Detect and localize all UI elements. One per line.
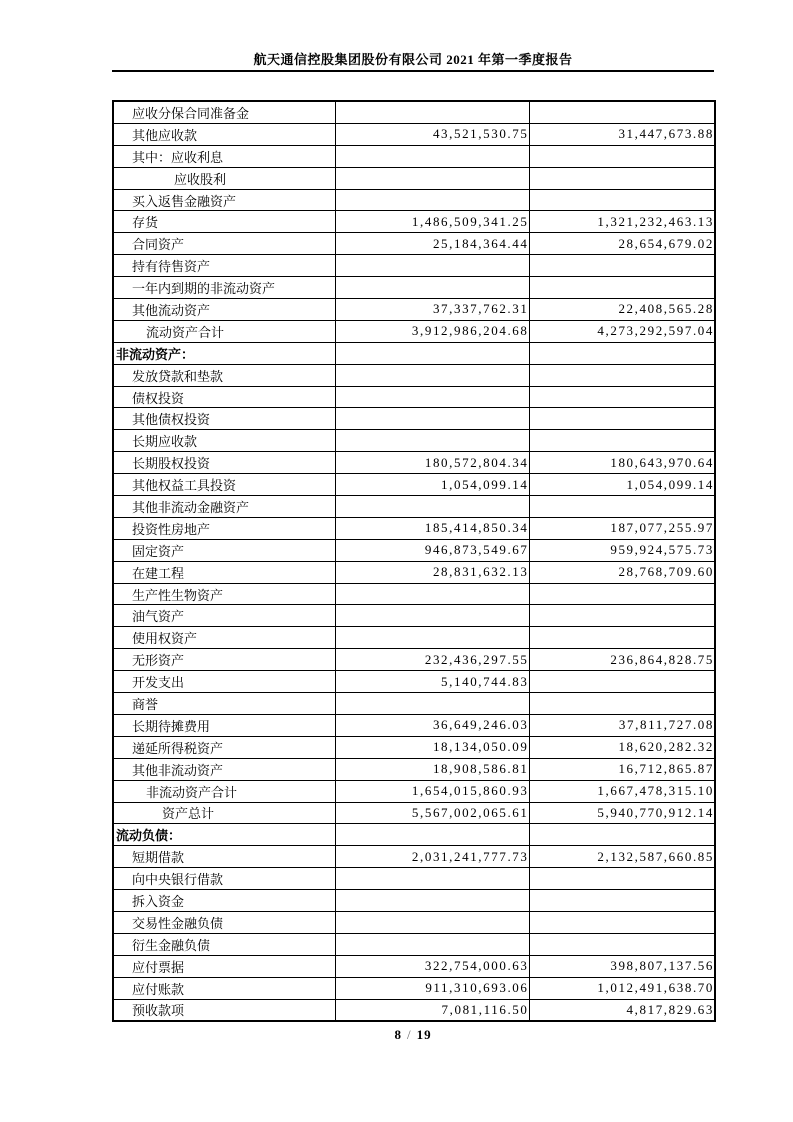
row-label: 固定资产 bbox=[113, 539, 335, 561]
table-row bbox=[113, 583, 715, 605]
row-value-1: 322,754,000.63 bbox=[335, 955, 529, 977]
table-row bbox=[113, 255, 715, 277]
row-value-1: 1,654,015,860.93 bbox=[335, 780, 529, 802]
row-value-2 bbox=[529, 430, 715, 452]
table-row bbox=[113, 911, 715, 933]
row-value-2: 1,667,478,315.10 bbox=[529, 780, 715, 802]
row-value-1 bbox=[335, 890, 529, 912]
table-row bbox=[113, 671, 715, 693]
row-value-2: 22,408,565.28 bbox=[529, 299, 715, 321]
row-label: 非流动资产合计 bbox=[113, 780, 335, 802]
row-value-2 bbox=[529, 255, 715, 277]
table-row bbox=[113, 189, 715, 211]
balance-sheet-table bbox=[112, 100, 716, 1022]
row-value-2: 1,012,491,638.70 bbox=[529, 977, 715, 999]
row-value-2 bbox=[529, 364, 715, 386]
row-value-1: 5,140,744.83 bbox=[335, 671, 529, 693]
table-row bbox=[113, 846, 715, 868]
row-value-1 bbox=[335, 145, 529, 167]
table-row bbox=[113, 211, 715, 233]
row-value-2: 28,654,679.02 bbox=[529, 233, 715, 255]
row-value-2 bbox=[529, 824, 715, 846]
row-label: 持有待售资产 bbox=[113, 255, 335, 277]
table-row bbox=[113, 780, 715, 802]
row-label: 商誉 bbox=[113, 693, 335, 715]
row-value-1 bbox=[335, 364, 529, 386]
row-label: 拆入资金 bbox=[113, 890, 335, 912]
report-header-title: 航天通信控股集团股份有限公司 2021 年第一季度报告 bbox=[253, 52, 573, 67]
row-label: 在建工程 bbox=[113, 561, 335, 583]
row-value-1: 25,184,364.44 bbox=[335, 233, 529, 255]
table-row bbox=[113, 233, 715, 255]
table-row bbox=[113, 693, 715, 715]
table-row bbox=[113, 736, 715, 758]
row-value-1 bbox=[335, 255, 529, 277]
row-label: 应付账款 bbox=[113, 977, 335, 999]
row-value-1: 3,912,986,204.68 bbox=[335, 320, 529, 342]
row-value-1 bbox=[335, 911, 529, 933]
table-row bbox=[113, 802, 715, 824]
row-value-1: 36,649,246.03 bbox=[335, 714, 529, 736]
row-label: 存货 bbox=[113, 211, 335, 233]
row-value-2 bbox=[529, 101, 715, 123]
row-value-1: 28,831,632.13 bbox=[335, 561, 529, 583]
row-label: 其他债权投资 bbox=[113, 408, 335, 430]
row-label: 衍生金融负债 bbox=[113, 933, 335, 955]
row-label: 流动资产合计 bbox=[113, 320, 335, 342]
table-row bbox=[113, 517, 715, 539]
header-rule bbox=[112, 70, 714, 72]
row-value-1: 43,521,530.75 bbox=[335, 123, 529, 145]
row-value-2: 236,864,828.75 bbox=[529, 649, 715, 671]
table-row bbox=[113, 824, 715, 846]
row-label: 使用权资产 bbox=[113, 627, 335, 649]
row-label: 预收款项 bbox=[113, 999, 335, 1021]
row-value-2 bbox=[529, 868, 715, 890]
row-value-2 bbox=[529, 911, 715, 933]
row-value-2: 1,321,232,463.13 bbox=[529, 211, 715, 233]
row-value-2 bbox=[529, 627, 715, 649]
row-value-1 bbox=[335, 189, 529, 211]
row-value-2: 37,811,727.08 bbox=[529, 714, 715, 736]
table-row bbox=[113, 145, 715, 167]
row-value-2 bbox=[529, 671, 715, 693]
table-row bbox=[113, 277, 715, 299]
row-value-2 bbox=[529, 342, 715, 364]
row-value-2 bbox=[529, 408, 715, 430]
row-label: 其他流动资产 bbox=[113, 299, 335, 321]
row-value-1 bbox=[335, 386, 529, 408]
row-value-1 bbox=[335, 342, 529, 364]
table-row bbox=[113, 627, 715, 649]
row-value-1: 1,486,509,341.25 bbox=[335, 211, 529, 233]
table-row bbox=[113, 933, 715, 955]
current-page-number: 8 bbox=[394, 1027, 402, 1042]
row-value-1: 1,054,099.14 bbox=[335, 474, 529, 496]
table-row bbox=[113, 342, 715, 364]
table-row bbox=[113, 649, 715, 671]
row-label: 生产性生物资产 bbox=[113, 583, 335, 605]
row-label: 其中：应收利息 bbox=[113, 145, 335, 167]
row-value-1: 185,414,850.34 bbox=[335, 517, 529, 539]
total-page-count: 19 bbox=[416, 1027, 432, 1042]
row-value-2 bbox=[529, 605, 715, 627]
table-row bbox=[113, 890, 715, 912]
row-value-1 bbox=[335, 868, 529, 890]
row-value-2: 959,924,575.73 bbox=[529, 539, 715, 561]
row-value-1 bbox=[335, 101, 529, 123]
row-label: 无形资产 bbox=[113, 649, 335, 671]
row-value-2: 4,817,829.63 bbox=[529, 999, 715, 1021]
table-row bbox=[113, 977, 715, 999]
row-value-1 bbox=[335, 605, 529, 627]
row-value-2 bbox=[529, 583, 715, 605]
row-value-1 bbox=[335, 583, 529, 605]
table-row bbox=[113, 539, 715, 561]
row-value-2 bbox=[529, 933, 715, 955]
table-row bbox=[113, 101, 715, 123]
table-row bbox=[113, 758, 715, 780]
row-value-2: 398,807,137.56 bbox=[529, 955, 715, 977]
row-value-2 bbox=[529, 145, 715, 167]
row-label: 长期应收款 bbox=[113, 430, 335, 452]
table-row bbox=[113, 714, 715, 736]
row-value-1 bbox=[335, 933, 529, 955]
row-label: 债权投资 bbox=[113, 386, 335, 408]
row-value-1: 911,310,693.06 bbox=[335, 977, 529, 999]
row-label: 其他应收款 bbox=[113, 123, 335, 145]
row-value-1 bbox=[335, 824, 529, 846]
row-value-2: 16,712,865.87 bbox=[529, 758, 715, 780]
row-label: 发放贷款和垫款 bbox=[113, 364, 335, 386]
row-value-2: 187,077,255.97 bbox=[529, 517, 715, 539]
row-value-2 bbox=[529, 386, 715, 408]
row-value-2: 1,054,099.14 bbox=[529, 474, 715, 496]
row-label: 其他权益工具投资 bbox=[113, 474, 335, 496]
row-label: 开发支出 bbox=[113, 671, 335, 693]
table-row bbox=[113, 955, 715, 977]
row-value-2 bbox=[529, 496, 715, 518]
row-value-2 bbox=[529, 277, 715, 299]
row-label: 非流动资产： bbox=[113, 342, 335, 364]
row-value-1: 5,567,002,065.61 bbox=[335, 802, 529, 824]
row-label: 合同资产 bbox=[113, 233, 335, 255]
row-label: 应付票据 bbox=[113, 955, 335, 977]
row-value-1: 180,572,804.34 bbox=[335, 452, 529, 474]
row-value-1: 7,081,116.50 bbox=[335, 999, 529, 1021]
row-value-1 bbox=[335, 430, 529, 452]
row-label: 买入返售金融资产 bbox=[113, 189, 335, 211]
row-value-2: 2,132,587,660.85 bbox=[529, 846, 715, 868]
row-value-1: 37,337,762.31 bbox=[335, 299, 529, 321]
row-value-2 bbox=[529, 693, 715, 715]
table-row bbox=[113, 167, 715, 189]
row-value-1 bbox=[335, 627, 529, 649]
table-row bbox=[113, 408, 715, 430]
row-value-2: 180,643,970.64 bbox=[529, 452, 715, 474]
row-label: 递延所得税资产 bbox=[113, 736, 335, 758]
page-footer bbox=[112, 1027, 714, 1043]
row-label: 投资性房地产 bbox=[113, 517, 335, 539]
table-row bbox=[113, 999, 715, 1021]
row-value-1 bbox=[335, 167, 529, 189]
row-value-2 bbox=[529, 167, 715, 189]
table-row bbox=[113, 320, 715, 342]
table-row bbox=[113, 299, 715, 321]
table-row bbox=[113, 452, 715, 474]
row-value-2: 5,940,770,912.14 bbox=[529, 802, 715, 824]
row-label: 长期待摊费用 bbox=[113, 714, 335, 736]
table-row bbox=[113, 430, 715, 452]
row-value-1: 946,873,549.67 bbox=[335, 539, 529, 561]
table-row bbox=[113, 386, 715, 408]
table-row bbox=[113, 364, 715, 386]
row-value-1: 232,436,297.55 bbox=[335, 649, 529, 671]
table-row bbox=[113, 474, 715, 496]
row-value-1 bbox=[335, 277, 529, 299]
row-value-1 bbox=[335, 408, 529, 430]
row-value-2: 18,620,282.32 bbox=[529, 736, 715, 758]
row-value-2 bbox=[529, 890, 715, 912]
row-value-1: 18,908,586.81 bbox=[335, 758, 529, 780]
row-value-1 bbox=[335, 693, 529, 715]
row-value-1 bbox=[335, 496, 529, 518]
row-label: 油气资产 bbox=[113, 605, 335, 627]
balance-sheet-body bbox=[113, 101, 715, 1021]
table-row bbox=[113, 605, 715, 627]
row-label: 交易性金融负债 bbox=[113, 911, 335, 933]
row-value-2: 28,768,709.60 bbox=[529, 561, 715, 583]
table-row bbox=[113, 561, 715, 583]
row-label: 其他非流动资产 bbox=[113, 758, 335, 780]
table-row bbox=[113, 496, 715, 518]
row-value-2: 4,273,292,597.04 bbox=[529, 320, 715, 342]
page-number-separator: / bbox=[406, 1027, 412, 1042]
table-row bbox=[113, 123, 715, 145]
row-label: 长期股权投资 bbox=[113, 452, 335, 474]
row-label: 应收股利 bbox=[113, 167, 335, 189]
row-value-2: 31,447,673.88 bbox=[529, 123, 715, 145]
row-label: 一年内到期的非流动资产 bbox=[113, 277, 335, 299]
row-value-1: 18,134,050.09 bbox=[335, 736, 529, 758]
row-value-2 bbox=[529, 189, 715, 211]
row-label: 流动负债： bbox=[113, 824, 335, 846]
row-label: 资产总计 bbox=[113, 802, 335, 824]
row-label: 短期借款 bbox=[113, 846, 335, 868]
table-row bbox=[113, 868, 715, 890]
row-label: 应收分保合同准备金 bbox=[113, 101, 335, 123]
row-value-1: 2,031,241,777.73 bbox=[335, 846, 529, 868]
row-label: 其他非流动金融资产 bbox=[113, 496, 335, 518]
row-label: 向中央银行借款 bbox=[113, 868, 335, 890]
